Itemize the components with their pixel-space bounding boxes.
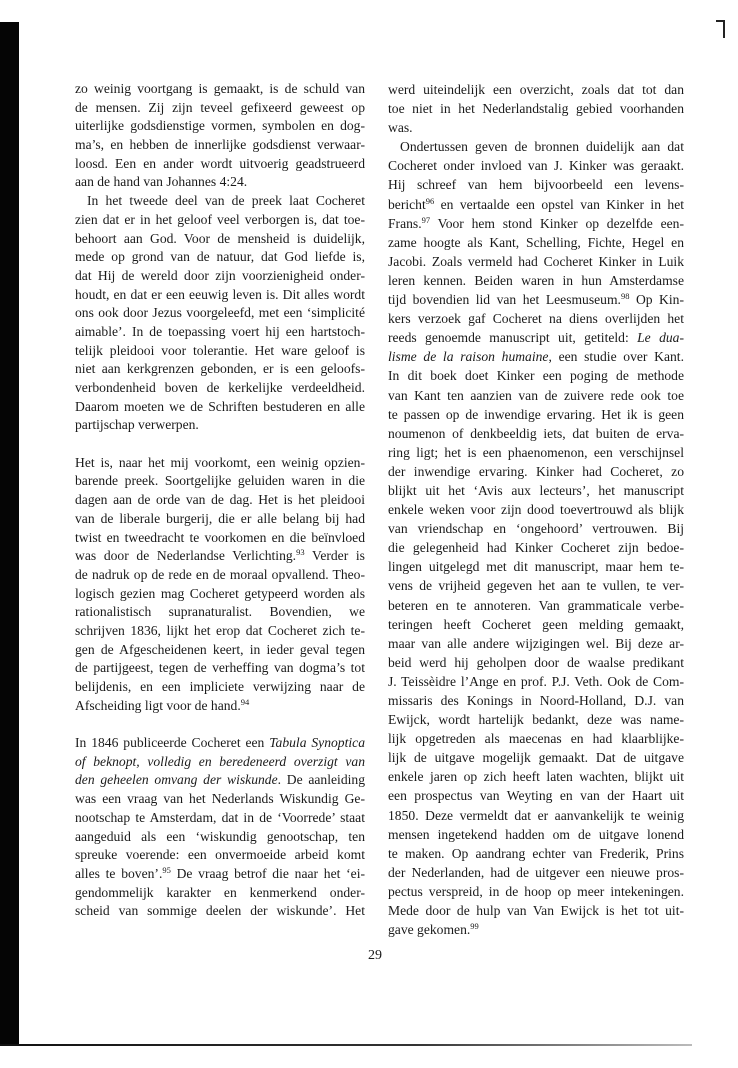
text-line [388,863,684,882]
text-line [75,379,365,398]
text-line [75,304,365,323]
paragraph [75,734,365,921]
text-line [388,481,684,500]
text-run: beid werd hij geholpen door de waalse predikant [388,654,684,670]
text-run: dagen aan de orde van de dag. Het is het pleidooi [75,492,365,508]
text-line [388,538,684,557]
text-line [388,233,684,252]
text-run: 1850. Deze vermeldt dat er aanvankelijk te weinig [388,807,684,823]
paragraph [75,192,365,435]
crop-mark [716,20,725,38]
text-line [75,99,365,118]
text-run: en vertaalde een opstel van Kinker in het [434,196,684,212]
text-run: enkele weken voor zijn dood toevertrouwd als blijk [388,502,684,518]
text-run: ons ook door Jezus voorgeleefd, met een ‘simplicité [75,305,365,321]
text-line [75,809,365,828]
text-run: was een vraag van het Nederlands Wiskundig Ge- [75,791,365,807]
text-run: te passen op de inwendige ervaring. Het ik is geen [388,406,684,422]
text-line [75,902,365,921]
footnote-ref: 99 [470,921,479,932]
text-run: lingen uitgelegd met dit manuscript, maar hem te- [388,559,684,575]
text-run: was door de Nederlandse Verlichting. [75,548,297,564]
text-run: . De aanleiding [277,772,365,788]
text-line [75,547,365,566]
text-run: nootschap te Amsterdam, dat in de ‘Voorrede’ staat [75,809,365,825]
text-line [75,117,365,136]
text-line [388,615,684,634]
text-line [75,192,365,211]
text-line [75,510,365,529]
text-run: werd uiteindelijk een overzicht, zoals dat tot dan [388,82,684,97]
footnote-ref: 98 [620,291,630,302]
text-line [388,576,684,595]
text-line [75,342,365,361]
text-line [388,710,684,729]
text-line [75,641,365,660]
text-run: Hij schreef van hem bijvoorbeeld een levens- [388,177,684,193]
text-line [388,920,684,939]
text-run: pectus verspreid, in de hoop op meer intekeningen. [388,883,684,899]
text-run: der inwendige ervaring. Kinker had Cocheret, zo [388,463,684,479]
text-run: ma’s, en hebben de innerlijke godsdienst verwaar- [75,137,365,153]
text-line [388,557,684,576]
text-run: Daarom moeten we de Schriften bestuderen en alle [75,398,365,414]
text-line [388,195,684,214]
italic-title: lisme de la raison humaine [388,349,549,365]
text-run: zame hoogte als Kant, Schelling, Fichte, Hegel en [388,234,684,250]
text-run: teringen heeft Cocheret geen melding gemaakt, [388,616,684,632]
text-run: kers verzoek gaf Cocheret na diens overlijden het [388,311,684,327]
text-run: Mede door de hulp van Van Ewijck is het tot uit- [388,903,684,919]
text-line [75,884,365,903]
text-run: aan de hand van Johannes 4:24. [75,174,248,190]
text-line [75,323,365,342]
text-column-left [75,80,365,921]
text-run: te maken. Op aandrang echter van Frederik, Prins [388,845,684,861]
text-run: scheid van sommige deelen der wiskunde’. Het [75,903,365,919]
text-line [388,175,684,194]
text-line [388,844,684,863]
italic-title: of beknopt, volledig en beredeneerd overzigt van [75,753,365,769]
text-line [388,156,684,175]
text-run: enkele jaren op zich heeft laten wachten, blijkt uit [388,769,684,785]
text-line [388,80,684,99]
text-run: Cocheret onder invloed van J. Kinker was geraakt. [388,158,684,174]
text-line [388,386,684,405]
italic-title: Tabula Synoptica [269,735,365,751]
text-run: niet aan kerkgrenzen gebonden, er is een geloofs- [75,361,365,377]
text-line [388,252,684,271]
text-line [388,309,684,328]
text-run: mede op grond van de natuur, dat God liefde is, [75,249,365,265]
footnote-ref: 97 [421,214,431,225]
text-run: vens de vrijheid gegeven het aan te vullen, te ver- [388,578,684,594]
text-line [75,211,365,230]
text-line [388,347,684,366]
text-run: Verder is [304,548,365,564]
text-run: beteren en te annoteren. Van grammaticale verbe- [388,597,684,613]
text-line [388,767,684,786]
text-line [75,248,365,267]
text-line [75,771,365,790]
text-run: In het tweede deel van de preek laat Cocheret [87,193,365,209]
text-run: missaris des Konings in Noord-Holland, D.J. van [388,693,684,708]
text-run: de nadruk op de rede en de moraal opvallend. Theo- [75,566,365,582]
text-line [388,882,684,901]
footnote-ref: 94 [240,696,250,707]
text-line [75,136,365,155]
text-line [75,491,365,510]
text-run: loosd. Een en ander wordt uitvoerig geadstrueerd [75,155,365,171]
paragraph [75,454,365,716]
text-line [75,846,365,865]
text-run: dat Hij de wereld door zijn voorzienigheid onder- [75,267,365,283]
text-line [75,659,365,678]
text-line [75,267,365,286]
text-line [75,585,365,604]
text-line [75,603,365,622]
text-line [75,697,365,716]
text-line [75,80,365,99]
text-line [75,622,365,641]
footnote-ref: 95 [162,864,171,875]
text-line [388,825,684,844]
text-line [75,472,365,491]
footnote-ref: 93 [296,547,305,558]
italic-title: den geheelen omvang der wiskunde [75,772,278,788]
text-run: Voor hem stond Kinker op dezelfde een- [430,215,684,231]
text-run: tijd bovendien lid van het Leesmuseum. [388,292,621,308]
text-line [75,828,365,847]
text-run: barende preek. Soortgelijke geluiden waren in die [75,473,365,489]
text-run: aangeduid als een ‘wiskundig genootschap, ten [75,828,365,844]
text-line [75,753,365,772]
text-run: gave gekomen. [388,922,471,938]
text-run: zo weinig voortgang is gemaakt, is de schuld van [75,81,365,96]
text-run: De vraag betrof die naar het ‘ei- [170,865,365,881]
text-line [388,653,684,672]
text-run: lijk opgetreden als maecenas en had klaarblijke- [388,731,684,747]
text-run: de mensen. Zij zijn teveel gefixeerd geweest op [75,99,365,115]
text-run: partijschap verwerpen. [75,417,199,433]
paragraph [388,137,684,939]
text-run: behoort aan God. Voor de mensheid is duidelijk, [75,230,365,246]
text-run: rationalistisch supranaturalist. Bovendien, we [75,604,365,620]
text-run: Frans. [388,215,422,231]
text-run: telijk pleidooi voor tolerantie. Het ware geloof is [75,342,365,358]
text-run: In dit boek doet Kinker een poging de methode [388,368,684,384]
text-line [75,398,365,417]
text-line [388,99,684,118]
text-line [75,566,365,585]
text-column-right [388,80,684,939]
text-run: aimable’. In de toepassing voert hij een hartstoch- [75,323,365,339]
text-run: Jacobi. Zoals vermeld had Cocheret Kinker in Luik [388,253,684,269]
text-line [75,173,365,192]
text-line [388,500,684,519]
text-line [75,454,365,473]
text-line [388,748,684,767]
text-run: mensen ingetekend hadden om de uitgave lonend [388,826,684,842]
text-line [75,734,365,753]
text-run: blijkt uit het ‘Avis aux lecteurs’, het manuscript [388,482,684,498]
paragraph [388,80,684,137]
text-line [75,790,365,809]
text-line [75,865,365,884]
text-run: alles te boven’. [75,865,163,881]
text-run: schrijven 1836, lijkt het erop dat Cocheret zich te- [75,622,365,638]
text-line [75,529,365,548]
footnote-ref: 96 [425,195,435,206]
text-line [75,416,365,435]
text-run: van vriendschap en ‘ongehoord’ vertrouwen. Bij [388,521,684,537]
text-run: gendommelijk karakter en kenmerkend onder- [75,884,365,900]
text-run: die gelegenheid had Kinker Cocheret zijn bedoe- [388,540,684,556]
text-run: Op Kin- [629,292,684,308]
text-line [388,691,684,710]
scan-binding-shadow [0,22,19,1046]
text-run: verbondenheid boven de kerkelijke verdeeldheid. [75,380,365,395]
text-run: een prospectus van Weyting en van der Haart uit [388,788,684,804]
text-run: In 1846 publiceerde Cocheret een [75,735,270,751]
text-run: Ondertussen geven de bronnen duidelijk aan dat [400,139,684,155]
text-line [75,155,365,174]
text-run: Afscheiding ligt voor de hand. [75,697,241,713]
text-run: twist en tweedracht te voorkomen en die beïnvloed [75,529,365,545]
text-run: leren kennen. Beiden waren in hun Amsterdamse [388,272,684,288]
text-run: logisch gezien mag Cocheret getypeerd worden als [75,585,365,601]
text-line [388,405,684,424]
text-run: zien dat er in het geloof veel verborgen is, dat toe- [75,211,365,227]
text-run: belijdenis, en een impliciete verwijzing naar de [75,679,365,694]
paragraph [75,80,365,192]
text-line [388,634,684,653]
text-run: noumenon of denkbeeldig iets, dat buiten de erva- [388,425,684,441]
text-run: de partijgeest, tegen de verheffing van dogma’s tot [75,660,365,676]
text-line [75,678,365,697]
text-run: , een studie over Kant. [548,349,684,365]
text-line [388,214,684,233]
text-run: bericht [388,196,426,212]
text-line [75,360,365,379]
text-run: J. Teissèidre l’Ange en prof. P.J. Veth. Ook de Com- [388,673,684,689]
text-line [388,519,684,538]
text-run: gen de Afgescheidenen keert, in ieder geval tegen [75,641,365,657]
text-line [75,230,365,249]
text-line [388,118,684,137]
text-run: van Kant ten aanzien van de zuivere rede ook toe [388,387,684,403]
text-run: ring ligt; het is een phaenomenon, een verschijnsel [388,444,684,460]
text-run: was. [388,120,413,136]
italic-title: Le dua- [637,330,684,346]
text-run: spreuke voerende: een onvermoeide arbeid komt [75,847,365,863]
text-line [75,286,365,305]
text-line [388,443,684,462]
text-run: Het is, naar het mij voorkomt, een weinig opzien- [75,454,365,470]
text-run: van de liberale burgerij, die er alle belang bij had [75,510,365,526]
text-line [388,786,684,805]
text-line [388,729,684,748]
page-number: 29 [368,948,382,963]
text-run: reeds genoemde manuscript uit, getiteld: [388,330,638,346]
text-line [388,137,684,156]
text-run: Ewijck, wordt hartelijk bedankt, deze was name- [388,712,684,728]
scan-bottom-edge [0,1044,692,1046]
text-line [388,596,684,615]
text-run: maar van alle andere wijzigingen wel. Bij deze ar- [388,635,684,651]
text-run: toe niet in het Nederlandstalig gebied voorhanden [388,101,684,117]
text-line [388,366,684,385]
text-line [388,328,684,347]
text-line [388,901,684,920]
text-line [388,290,684,309]
text-line [388,462,684,481]
text-line [388,806,684,825]
text-line [388,672,684,691]
text-line [388,271,684,290]
text-run: der Nederlanden, had de uitgever een nieuwe pros- [388,864,684,880]
text-run: lijk de uitgave mogelijk gemaakt. Dat de uitgave [388,750,684,766]
text-run: houdt, en dat er een eeuwig leven is. Dit alles wordt [75,286,365,302]
text-line [388,424,684,443]
text-run: uiterlijke godsdienstige vormen, symbolen en dog- [75,118,365,134]
